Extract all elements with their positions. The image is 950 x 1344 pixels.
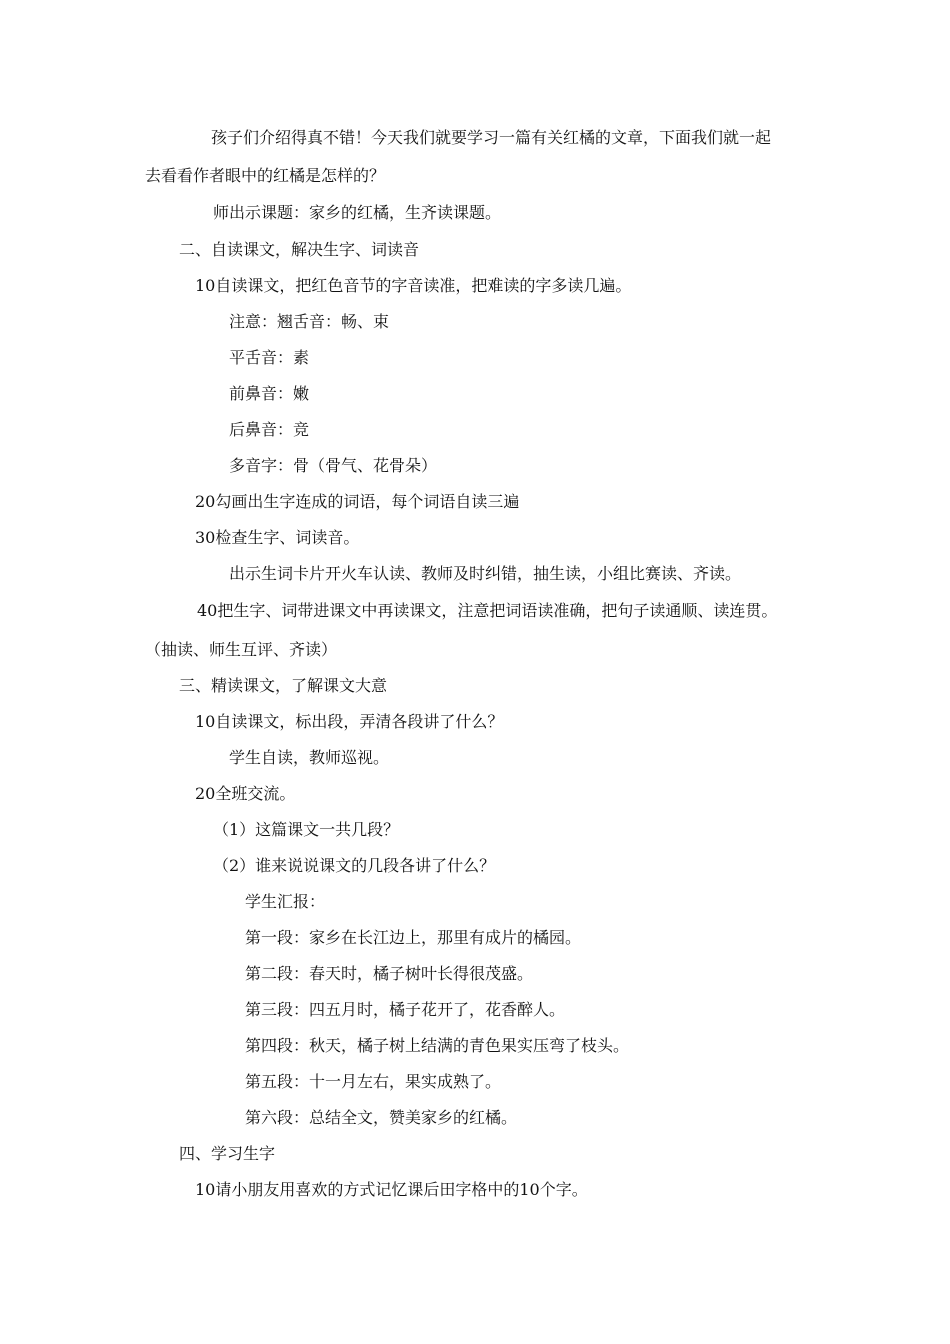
- paragraph-intro-line1: 孩子们介绍得真不错！今天我们就要学习一篇有关红橘的文章，下面我们就一起: [211, 128, 772, 147]
- question-2: （2）谁来说说课文的几段各讲了什么？: [213, 856, 496, 875]
- step-2-4-line2: （抽读、师生互评、齐读）: [145, 640, 338, 659]
- paragraph-summary-1: 第一段：家乡在长江边上，那里有成片的橘园。: [245, 928, 582, 947]
- note-polyphone: 多音字：骨（骨气、花骨朵）: [229, 456, 438, 475]
- section-heading-4: 四、学习生字: [179, 1144, 276, 1163]
- section-heading-2: 二、自读课文，解决生字、词读音: [179, 240, 420, 259]
- step-4-1: 10请小朋友用喜欢的方式记忆课后田字格中的10个字。: [195, 1180, 588, 1199]
- step-2-3-detail: 出示生词卡片开火车认读、教师及时纠错，抽生读，小组比赛读、齐读。: [229, 564, 742, 583]
- step-3-1: 10自读课文，标出段，弄清各段讲了什么？: [195, 712, 504, 731]
- question-1: （1）这篇课文一共几段？: [213, 820, 400, 839]
- step-2-1: 10自读课文，把红色音节的字音读准，把难读的字多读几遍。: [195, 276, 632, 295]
- step-2-4-line1: 40把生字、词带进课文中再读课文，注意把词语读准确，把句子读通顺、读连贯。: [197, 601, 778, 620]
- paragraph-summary-6: 第六段：总结全文，赞美家乡的红橘。: [245, 1108, 518, 1127]
- step-3-2: 20全班交流。: [195, 784, 296, 803]
- step-3-1-detail: 学生自读，教师巡视。: [229, 748, 390, 767]
- step-2-2: 20勾画出生字连成的词语，每个词语自读三遍: [195, 492, 520, 511]
- note-back-nasal: 后鼻音：竞: [229, 420, 310, 439]
- paragraph-summary-5: 第五段：十一月左右，果实成熟了。: [245, 1072, 502, 1091]
- step-2-3: 30检查生字、词读音。: [195, 528, 360, 547]
- section-heading-3: 三、精读课文，了解课文大意: [179, 676, 388, 695]
- note-flat-tongue: 平舌音：素: [229, 348, 310, 367]
- paragraph-summary-2: 第二段：春天时，橘子树叶长得很茂盛。: [245, 964, 534, 983]
- student-report-label: 学生汇报：: [245, 892, 326, 911]
- paragraph-intro-line2: 去看看作者眼中的红橘是怎样的？: [145, 166, 386, 185]
- paragraph-summary-3: 第三段：四五月时，橘子花开了，花香醉人。: [245, 1000, 566, 1019]
- paragraph-show-title: 师出示课题：家乡的红橘，生齐读课题。: [213, 203, 502, 222]
- paragraph-summary-4: 第四段：秋天，橘子树上结满的青色果实压弯了枝头。: [245, 1036, 630, 1055]
- note-front-nasal: 前鼻音：嫩: [229, 384, 310, 403]
- note-retroflex: 注意：翘舌音：畅、束: [229, 312, 390, 331]
